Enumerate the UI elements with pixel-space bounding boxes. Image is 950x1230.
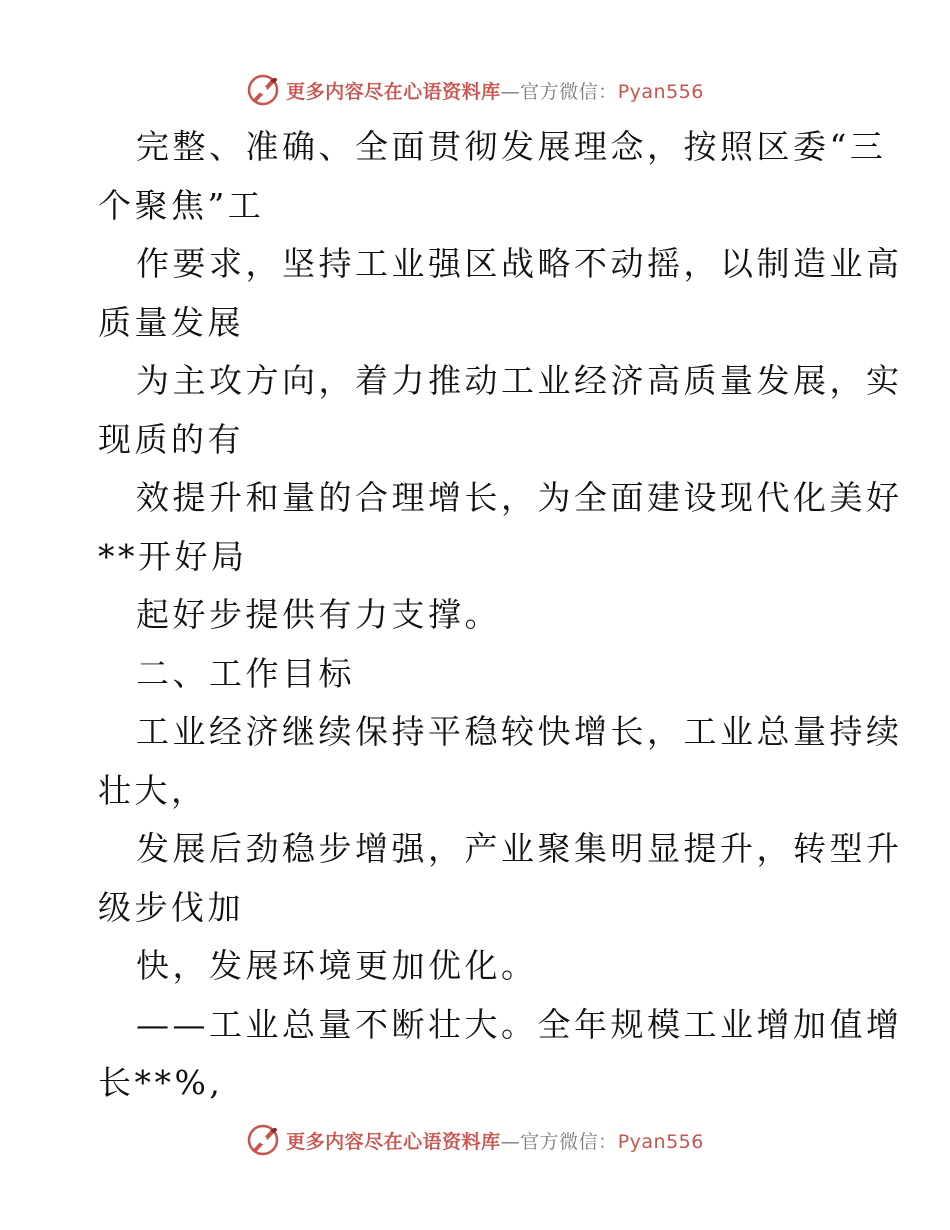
banner-wechat-label: 官方微信： [520,1130,618,1153]
text-line: 现质的有 [98,419,244,459]
text-line: 作要求，坚持工业强区战略不动摇，以制造业高 [136,244,903,283]
banner-dash: — [500,80,521,103]
text-line: 个聚焦”工 [98,185,265,225]
text-line: 壮大， [98,770,208,810]
footer-watermark-banner [0,1120,950,1160]
text-line: 二、工作目标 [136,653,355,693]
header-watermark-banner [0,70,950,110]
text-line: 为主攻方向，着力推动工业经济高质量发展，实 [136,361,903,400]
text-line: 长**%, [98,1063,224,1102]
banner-text [286,77,704,104]
banner-handle: Pyan556 [617,80,704,103]
banner-handle: Pyan556 [617,1130,704,1153]
text-line: 发展后劲稳步增强，产业聚集明显提升，转型升 [136,829,903,868]
banner-text [286,1127,704,1154]
banner-main-text: 更多内容尽在心语资料库 [286,80,501,103]
document-body [98,118,903,1113]
text-line: 完整、准确、全面贯彻发展理念，按照区委“三 [136,127,887,166]
text-line: 工业经济继续保持平稳较快增长，工业总量持续 [136,712,903,751]
text-line: 起好步提供有力支撑。 [136,595,501,634]
text-line: ——工业总量不断壮大。全年规模工业增加值增 [136,1004,903,1044]
banner-dash: — [500,1130,521,1153]
quill-pen-logo-icon [246,1123,280,1157]
text-line: 质量发展 [98,302,244,342]
text-line: 效提升和量的合理增长，为全面建设现代化美好 [136,478,903,517]
text-line: **开好局 [98,536,248,576]
banner-wechat-label: 官方微信： [520,80,618,103]
banner-main-text: 更多内容尽在心语资料库 [286,1130,501,1153]
quill-pen-logo-icon [246,73,280,107]
text-line: 快，发展环境更加优化。 [136,946,538,985]
text-line: 级步伐加 [98,887,244,927]
